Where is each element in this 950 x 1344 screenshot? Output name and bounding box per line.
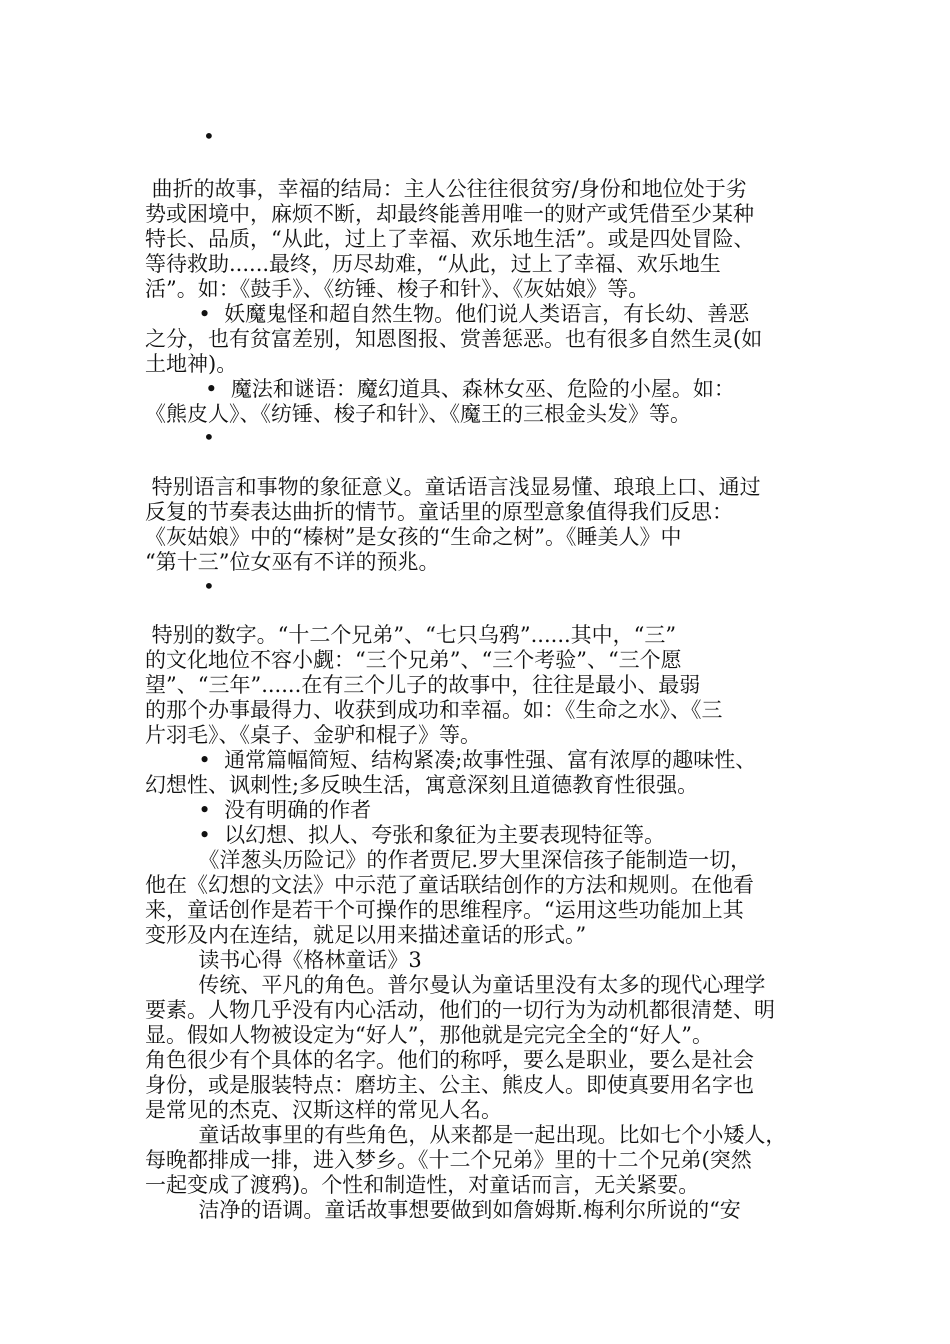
text-line: 幻想性、讽刺性;多反映生活，寓意深刻且道德教育性很强。 [145, 773, 699, 797]
text-line: 传统、平凡的角色。普尔曼认为童话里没有太多的现代心理学 [145, 973, 766, 997]
text-line: 反复的节奏表达曲折的情节。童话里的原型意象值得我们反思： [145, 500, 733, 524]
text-line: 土地神)。 [145, 352, 238, 376]
text-line: 的那个办事最得力、收获到成功和幸福。如：《生命之水》、《三 [145, 698, 723, 722]
text-line: 《灰姑娘》中的“榛树”是女孩的“生命之树”。《睡美人》中 [145, 525, 682, 549]
bullet-marker: • [203, 124, 215, 148]
text-line: 之分，也有贫富差别，知恩图报、赏善惩恶。也有很多自然生灵(如 [145, 327, 763, 351]
bullet-marker: • [203, 425, 215, 449]
bullet-marker: • [203, 574, 215, 598]
text-line: 显。假如人物被设定为“好人”，那他就是完完全全的“好人”。 [145, 1023, 713, 1047]
text-line: “第十三”位女巫有不详的预兆。 [145, 550, 440, 574]
paragraph-numbers [145, 623, 825, 1223]
text-line: 《洋葱头历险记》的作者贾尼.罗大里深信孩子能制造一切， [145, 848, 752, 872]
text-line: 变形及内在连结，就足以用来描述童话的形式。” [145, 923, 587, 947]
text-line: 角色很少有个具体的名字。他们的称呼，要么是职业，要么是社会 [145, 1048, 754, 1072]
text-line: 来，童话创作是若干个可操作的思维程序。“运用这些功能加上其 [145, 898, 744, 922]
text-line: 特别语言和事物的象征意义。童话语言浅显易懂、琅琅上口、通过 [145, 475, 761, 499]
text-line: 特别的数字。“十二个兄弟”、“七只乌鸦”......其中，“三” [145, 623, 677, 647]
text-line: 童话故事里的有些角色，从来都是一起出现。比如七个小矮人， [145, 1123, 787, 1147]
text-line: 等待救助......最终，历尽劫难，“从此，过上了幸福、欢乐地生 [145, 252, 721, 276]
text-line: 要素。人物几乎没有内心活动，他们的一切行为为动机都很清楚、明 [145, 998, 775, 1022]
section-heading: 读书心得《格林童话》3 [145, 948, 422, 972]
text-line: 活”。如：《鼓手》、《纺锤、梭子和针》、《灰姑娘》等。 [145, 277, 650, 301]
bullet-item: • 魔法和谜语：魔幻道具、森林女巫、危险的小屋。如： [145, 377, 735, 401]
text-line: 身份，或是服装特点：磨坊主、公主、熊皮人。即使真要用名字也 [145, 1073, 754, 1097]
text-line: 是常见的杰克、汉斯这样的常见人名。 [145, 1098, 502, 1122]
text-line: 他在《幻想的文法》中示范了童话联结创作的方法和规则。在他看 [145, 873, 754, 897]
text-line: 望”、“三年”......在有三个儿子的故事中，往往是最小、最弱 [145, 673, 701, 697]
paragraph-symbolism [145, 475, 825, 575]
bullet-item: • 妖魔鬼怪和超自然生物。他们说人类语言，有长幼、善恶 [145, 302, 750, 326]
bullet-item: • 通常篇幅简短、结构紧凑;故事性强、富有浓厚的趣味性、 [145, 748, 757, 772]
text-line: 每晚都排成一排，进入梦乡。《十二个兄弟》里的十二个兄弟(突然 [145, 1148, 752, 1172]
text-line: 势或困境中，麻烦不断，却最终能善用唯一的财产或凭借至少某种 [145, 202, 754, 226]
bullet-item: • 以幻想、拟人、夸张和象征为主要表现特征等。 [145, 823, 666, 847]
text-line: 《熊皮人》、《纺锤、梭子和针》、《魔王的三根金头发》等。 [145, 402, 691, 426]
text-line: 特长、品质，“从此，过上了幸福、欢乐地生活”。或是四处冒险、 [145, 227, 755, 251]
text-line: 曲折的故事，幸福的结局：主人公往往很贫穷/身份和地位处于劣 [145, 177, 747, 201]
text-line: 的文化地位不容小觑：“三个兄弟”、“三个考验”、“三个愿 [145, 648, 682, 672]
paragraph-happy-ending [145, 177, 825, 427]
text-line: 一起变成了渡鸦)。个性和制造性，对童话而言，无关紧要。 [145, 1173, 700, 1197]
text-line: 洁净的语调。童话故事想要做到如詹姆斯.梅利尔所说的“安 [145, 1198, 741, 1222]
bullet-item: • 没有明确的作者 [145, 798, 372, 822]
text-line: 片羽毛》、《桌子、金驴和棍子》等。 [145, 723, 481, 747]
